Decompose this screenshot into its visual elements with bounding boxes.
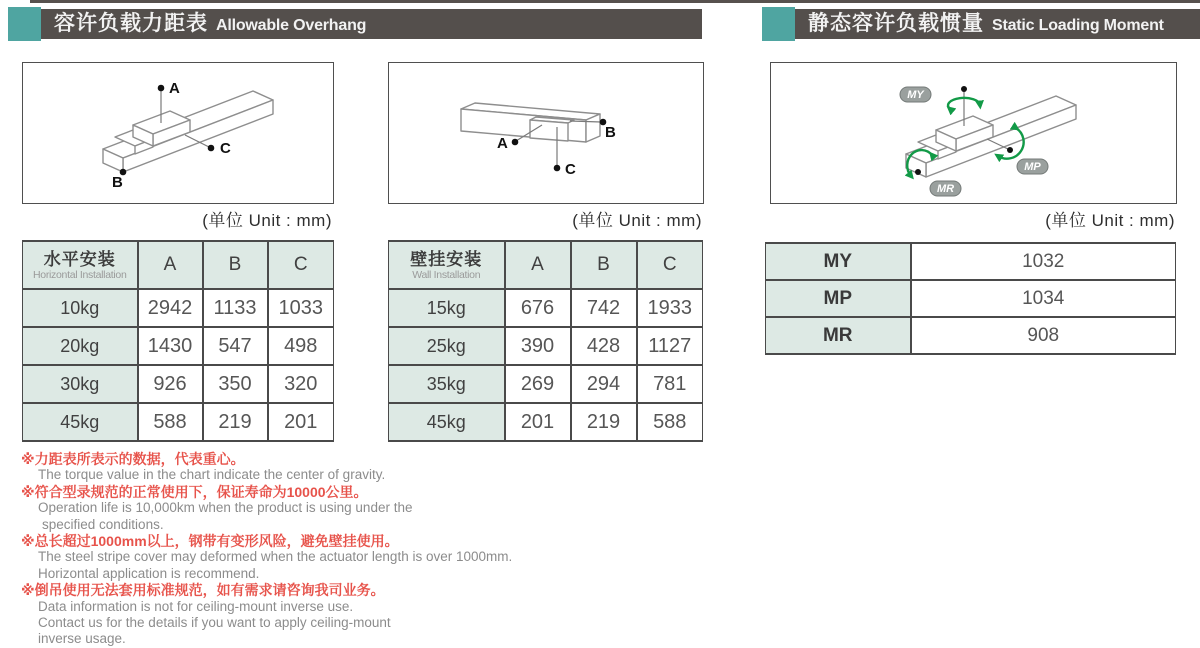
- value-cell: 547: [203, 327, 268, 365]
- dimension-point-c: [208, 145, 215, 152]
- footnotes: [21, 451, 701, 648]
- section-title-zh: 静态容许负载惯量: [808, 12, 984, 35]
- horizontal-actuator-drawing: [23, 63, 330, 200]
- table-row: [389, 289, 703, 327]
- value-cell: 1430: [138, 327, 203, 365]
- column-header-b: B: [203, 241, 268, 289]
- table-row: [23, 327, 334, 365]
- wall-installation-table: [388, 240, 703, 442]
- load-cell: 20kg: [23, 327, 138, 365]
- column-header-c: C: [268, 241, 334, 289]
- value-cell: 390: [505, 327, 571, 365]
- moment-value-cell: 1034: [911, 280, 1176, 317]
- horizontal-installation-table: [22, 240, 334, 442]
- diagram-loading-moment: [770, 62, 1177, 204]
- column-header-b: B: [571, 241, 637, 289]
- value-cell: 676: [505, 289, 571, 327]
- my-axis-point: [961, 86, 967, 92]
- table-row: [766, 317, 1176, 354]
- table-row: [766, 280, 1176, 317]
- teal-accent-square: [8, 7, 41, 41]
- footnote-en: Data information is not for ceiling-mount inverse use.: [38, 598, 354, 614]
- value-cell: 1127: [637, 327, 703, 365]
- value-cell: 320: [268, 365, 334, 403]
- label-c: C: [220, 140, 231, 157]
- header-bar: [795, 9, 1200, 39]
- moment-label-cell: MR: [766, 317, 911, 354]
- value-cell: 269: [505, 365, 571, 403]
- teal-accent-square: [762, 7, 795, 41]
- footnote-en: Contact us for the details if you want to apply ceiling-mount: [38, 615, 391, 631]
- footnote-zh: ※力距表所表示的数据，代表重心。: [21, 451, 245, 467]
- section-title-zh: 容许负载力距表: [54, 12, 208, 35]
- load-cell: 10kg: [23, 289, 138, 327]
- value-cell: 588: [637, 403, 703, 441]
- value-cell: 588: [138, 403, 203, 441]
- table-row: [23, 365, 334, 403]
- table-row: [23, 289, 334, 327]
- moment-value-cell: 908: [911, 317, 1176, 354]
- table-title-cell: [389, 241, 505, 289]
- dimension-point-c: [554, 165, 561, 172]
- dimension-point-a: [512, 139, 519, 146]
- load-cell: 30kg: [23, 365, 138, 403]
- diagram-wall-installation: [388, 62, 704, 204]
- unit-label: (单位 Unit : mm): [1045, 211, 1175, 230]
- load-cell: 25kg: [389, 327, 505, 365]
- value-cell: 742: [571, 289, 637, 327]
- value-cell: 498: [268, 327, 334, 365]
- footnote-en: The steel stripe cover may deformed when the actuator length is over 1000mm.: [38, 549, 513, 565]
- load-cell: 45kg: [23, 403, 138, 441]
- footnote-zh: ※总长超过1000mm以上，钢带有变形风险，避免壁挂使用。: [21, 533, 399, 550]
- diagram-horizontal-installation: [22, 62, 334, 204]
- value-cell: 294: [571, 365, 637, 403]
- section-header-allowable-overhang: [8, 7, 702, 41]
- table-title-en: Wall Installation: [412, 268, 481, 281]
- mp-badge-label: MP: [1024, 161, 1041, 173]
- table-title-zh: 壁挂安装: [410, 249, 483, 269]
- label-a: A: [497, 135, 508, 152]
- value-cell: 2942: [138, 289, 203, 327]
- dimension-point-a: [158, 85, 165, 92]
- top-rule: [30, 0, 1200, 3]
- table-row: [23, 403, 334, 441]
- value-cell: 350: [203, 365, 268, 403]
- table-title-zh: 水平安装: [43, 249, 116, 269]
- label-c: C: [565, 161, 576, 178]
- section-title-en: Static Loading Moment: [992, 17, 1164, 34]
- footnote-en: The torque value in the chart indicate the center of gravity.: [38, 467, 386, 483]
- table-title-en: Horizontal Installation: [33, 268, 127, 281]
- section-title-en: Allowable Overhang: [216, 17, 367, 34]
- moment-label-cell: MP: [766, 280, 911, 317]
- column-header-a: A: [505, 241, 571, 289]
- label-b: B: [605, 124, 616, 141]
- value-cell: 1033: [268, 289, 334, 327]
- value-cell: 219: [571, 403, 637, 441]
- value-cell: 201: [268, 403, 334, 441]
- mp-axis-point: [1007, 147, 1013, 153]
- unit-label: (单位 Unit : mm): [572, 211, 702, 230]
- table-row: [766, 243, 1176, 280]
- my-badge-label: MY: [907, 89, 924, 101]
- load-cell: 15kg: [389, 289, 505, 327]
- unit-label: (单位 Unit : mm): [202, 211, 332, 230]
- label-a: A: [169, 80, 180, 97]
- value-cell: 1933: [637, 289, 703, 327]
- moment-label-cell: MY: [766, 243, 911, 280]
- value-cell: 219: [203, 403, 268, 441]
- footnote-en: specified conditions.: [42, 516, 164, 532]
- header-bar: [41, 9, 702, 39]
- column-header-a: A: [138, 241, 203, 289]
- value-cell: 201: [505, 403, 571, 441]
- table-row: [389, 327, 703, 365]
- load-cell: 45kg: [389, 403, 505, 441]
- value-cell: 781: [637, 365, 703, 403]
- label-b: B: [112, 174, 123, 191]
- moment-actuator-drawing: [771, 63, 1173, 200]
- wall-actuator-drawing: [389, 63, 700, 200]
- footnote-en: inverse usage.: [38, 631, 126, 647]
- table-row: [389, 365, 703, 403]
- value-cell: 428: [571, 327, 637, 365]
- load-cell: 35kg: [389, 365, 505, 403]
- footnote-zh: ※符合型录规范的正常使用下，保证寿命为10000公里。: [21, 483, 368, 500]
- value-cell: 1133: [203, 289, 268, 327]
- value-cell: 926: [138, 365, 203, 403]
- footnote-en: Operation life is 10,000km when the product is using under the: [38, 500, 413, 516]
- loading-moment-table: [765, 242, 1176, 355]
- column-header-c: C: [637, 241, 703, 289]
- footnote-en: Horizontal application is recommend.: [38, 565, 260, 581]
- mr-badge-label: MR: [936, 183, 955, 195]
- section-header-static-loading-moment: [762, 7, 1200, 41]
- footnote-zh: ※倒吊使用无法套用标准规范，如有需求请咨询我司业务。: [21, 582, 385, 599]
- mr-axis-point: [915, 169, 921, 175]
- table-row: [389, 403, 703, 441]
- moment-value-cell: 1032: [911, 243, 1176, 280]
- table-title-cell: [23, 241, 138, 289]
